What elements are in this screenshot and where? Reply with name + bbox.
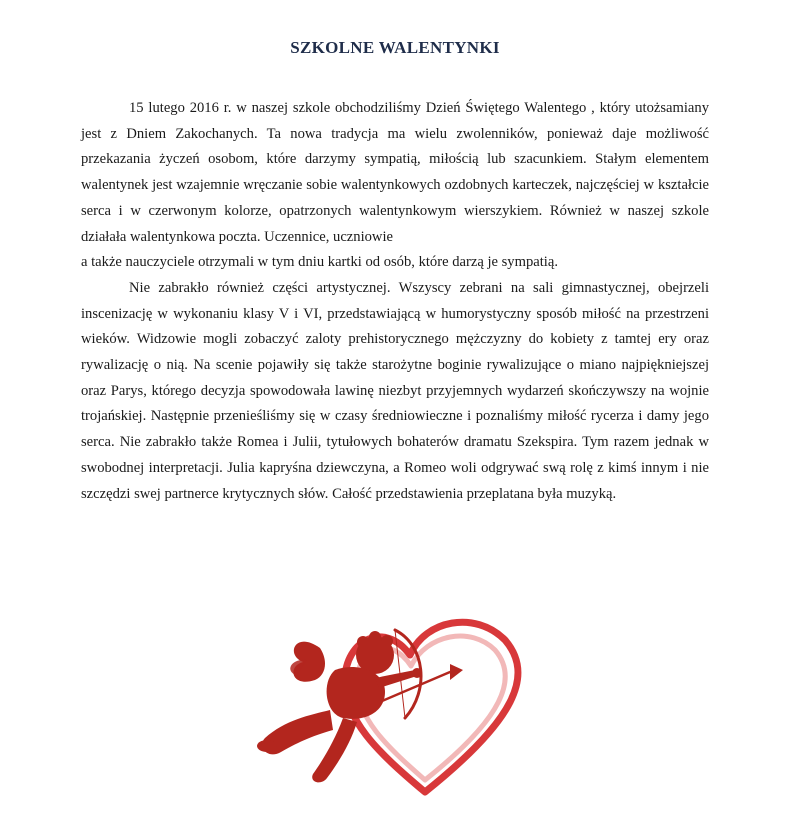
paragraph-2-text: Nie zabrakło również części artystycznej. Wszyscy zebrani na sali gimnastycznej, obejrzeli inscenizację w wykonaniu klasy V i VI, przedstawiającą w humorystyczny sposób miłość na przestrzeni wieków. Widzowie mogli zobaczyć zaloty prehistorycznego mężczyzny do kobiety z tamtej ery oraz rywalizację o nią. Na scenie pojawiły się także starożytne boginie rywalizujące o miano najpiękniejszej oraz Parys, którego decyzja spowodowała lawinę niezbyt przyjemnych wydarzeń skończywszy na wojnie trojańskiej. Następnie przenieśliśmy się w czasy średniowieczne i poznaliśmy miłość rycerza i damy jego serca. Nie zabrakło także Romea i Julii, tytułowych bohaterów dramatu Szekspira. Tym razem jednak w swobodnej interpretacji. Julia kapryśna dziewczyna, a Romeo woli odgrywać swą rolę z kimś innym i nie szczędzi swej partnerce krytycznych słów. Całość przedstawienia przeplatana była muzyką.	[81, 279, 709, 502]
paragraph-1-text: 15 lutego 2016 r. w naszej szkole obchodziliśmy Dzień Świętego Walentego , który utożsamiany jest z Dniem Zakochanych. Ta nowa tradycja ma wielu zwolenników, ponieważ daje możliwość przekazania życzeń osobom, które darzymy sympatią, miłością lub szacunkiem. Stałym elementem walentynek jest wzajemnie wręczanie sobie walentynkowych ozdobnych karteczek, najczęściej w kształcie serca i w czerwonym kolorze, opatrzonych walentynkowym wierszykiem. Również w naszej szkole działała walentynkowa poczta. Uczennice, uczniowie	[81, 100, 709, 245]
paragraph-1-continued: a także nauczyciele otrzymali w tym dniu kartki od osób, które darzą je sympatią.	[81, 254, 558, 271]
paragraph-2	[81, 276, 709, 507]
page-title: SZKOLNE WALENTYNKI	[290, 38, 500, 57]
paragraph-1	[81, 96, 709, 276]
arrow-head-icon	[450, 664, 463, 680]
article-body	[81, 96, 709, 507]
cupid-heart-icon	[225, 600, 545, 800]
